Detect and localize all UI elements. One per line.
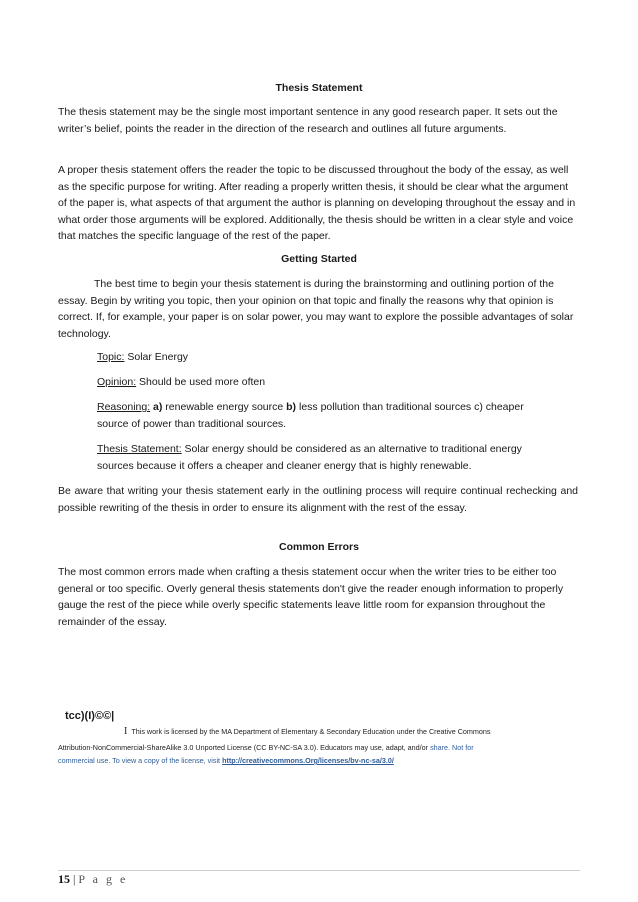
intro-paragraph-2: A proper thesis statement offers the reader the topic to be discussed throughout the body of the essay, as well as the specific purpose for writing. After reading a properly written thesis, it should be clear what the argument of the paper is, what aspects of that argument the author is planning on developing throughout the essay and in what order those arguments will be explored. Additionally, the thesis should be written in a clear style and voice that matches the specific language of the rest of the paper. — [58, 164, 576, 242]
license-text-3-blue: commercial use. To view a copy of the license, visit — [58, 756, 223, 765]
opinion-item — [97, 374, 537, 391]
thesis-statement-item — [97, 441, 537, 474]
page-separator: | — [70, 872, 79, 886]
reasoning-a-text: renewable energy source — [162, 401, 287, 413]
page-footer — [58, 872, 128, 887]
outlining-paragraph: Be aware that writing your thesis statement early in the outlining process will require continual rechecking and possible rewriting of the thesis in order to ensure its alignment with the rest of the essay. — [58, 485, 578, 514]
page-label: P a g e — [78, 872, 128, 886]
topic-value: Solar Energy — [124, 351, 189, 363]
license-line-1 — [124, 727, 491, 736]
footnote-marker: I — [124, 726, 128, 737]
creative-commons-logo: tcc)(I)©©| — [65, 710, 115, 722]
common-errors-heading: Common Errors — [279, 541, 359, 553]
license-text-2: Attribution-NonCommercial-ShareAlike 3.0 Unported License (CC BY-NC-SA 3.0). Educators may use, adapt, and/or — [58, 743, 431, 752]
license-link[interactable]: http://creativecommons.Org/licenses/bv-nc-sa/3.0/ — [222, 756, 394, 765]
getting-started-heading: Getting Started — [281, 253, 357, 265]
reasoning-b-marker: b) — [286, 401, 297, 413]
license-text-2-blue: share. Not for — [430, 743, 474, 752]
intro-paragraph-1: The thesis statement may be the single most important sentence in any good research paper. It sets out the writer’s belief, points the reader in the direction of the research and outlines all future arguments. — [58, 106, 558, 135]
license-text-1: This work is licensed by the MA Department of Elementary & Secondary Education under the Creative Commons — [131, 727, 491, 736]
thesis-statement-label: Thesis Statement: — [97, 443, 182, 455]
reasoning-b-text: less pollution than traditional sources c) cheaper source of power than traditional sources. — [97, 401, 524, 430]
reasoning-item — [97, 399, 537, 432]
common-errors-paragraph: The most common errors made when crafting a thesis statement occur when the writer tries to be either too general or too specific. Overly general thesis statements don't give the reader enough information to properly gauge the rest of the piece while overly specific statements leave little room for expansion throughout the remainder of the essay. — [58, 566, 564, 628]
thesis-statement-value: Solar energy should be considered as an alternative to traditional energy sources because it offers a cheaper and cleaner energy that is highly renewable. — [97, 443, 522, 472]
getting-started-paragraph: The best time to begin your thesis statement is during the brainstorming and outlining portion of the essay. Begin by writing you topic, then your opinion on that topic and finally the reasons why that opinion is correct. If, for example, your paper is on solar power, you may want to explore the possible advantages of solar technology. — [58, 278, 574, 340]
page-title: Thesis Statement — [275, 82, 363, 94]
topic-label: Topic: — [97, 351, 125, 363]
opinion-value: Should be used more often — [136, 376, 266, 388]
license-line-3 — [58, 756, 394, 765]
opinion-label: Opinion: — [97, 376, 137, 388]
topic-item — [97, 349, 537, 366]
reasoning-a-marker: a) — [153, 401, 163, 413]
footer-divider — [58, 870, 580, 871]
license-line-2 — [58, 743, 474, 752]
reasoning-label: Reasoning: — [97, 401, 151, 413]
page-number: 15 — [58, 872, 70, 886]
